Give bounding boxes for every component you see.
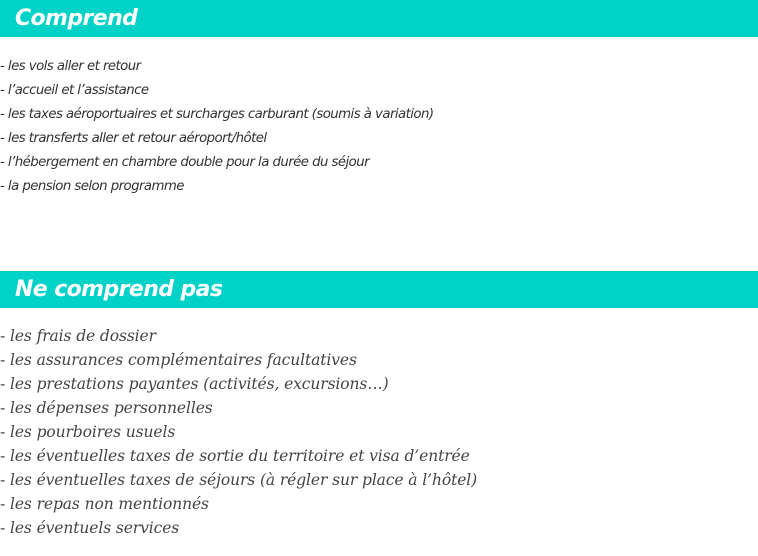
includes-list [0, 55, 434, 199]
excludes-list-item: - les éventuels services [0, 519, 180, 537]
includes-section-title: Comprend [0, 0, 758, 37]
includes-list-item: - les vols aller et retour [0, 59, 141, 74]
excludes-list-item: - les frais de dossier [0, 327, 156, 345]
excludes-list-item: - les pourboires usuels [0, 423, 176, 441]
excludes-list-item: - les prestations payantes (activités, excursions…) [0, 375, 389, 393]
excludes-list-item: - les dépenses personnelles [0, 399, 213, 417]
includes-list-item: - l’accueil et l’assistance [0, 83, 149, 98]
excludes-list-item: - les éventuelles taxes de sortie du territoire et visa d’entrée [0, 447, 470, 465]
excludes-list-item: - les éventuelles taxes de séjours (à régler sur place à l’hôtel) [0, 471, 478, 489]
excludes-list-item: - les assurances complémentaires facultatives [0, 351, 357, 369]
excludes-list-item: - les repas non mentionnés [0, 495, 209, 513]
includes-list-item: - les taxes aéroportuaires et surcharges carburant (soumis à variation) [0, 107, 434, 122]
includes-list-item: - les transferts aller et retour aéroport/hôtel [0, 131, 267, 146]
includes-list-item: - la pension selon programme [0, 179, 184, 194]
excludes-section-title: Ne comprend pas [0, 271, 758, 308]
excludes-list [0, 324, 477, 540]
includes-list-item: - l’hébergement en chambre double pour la durée du séjour [0, 155, 370, 170]
